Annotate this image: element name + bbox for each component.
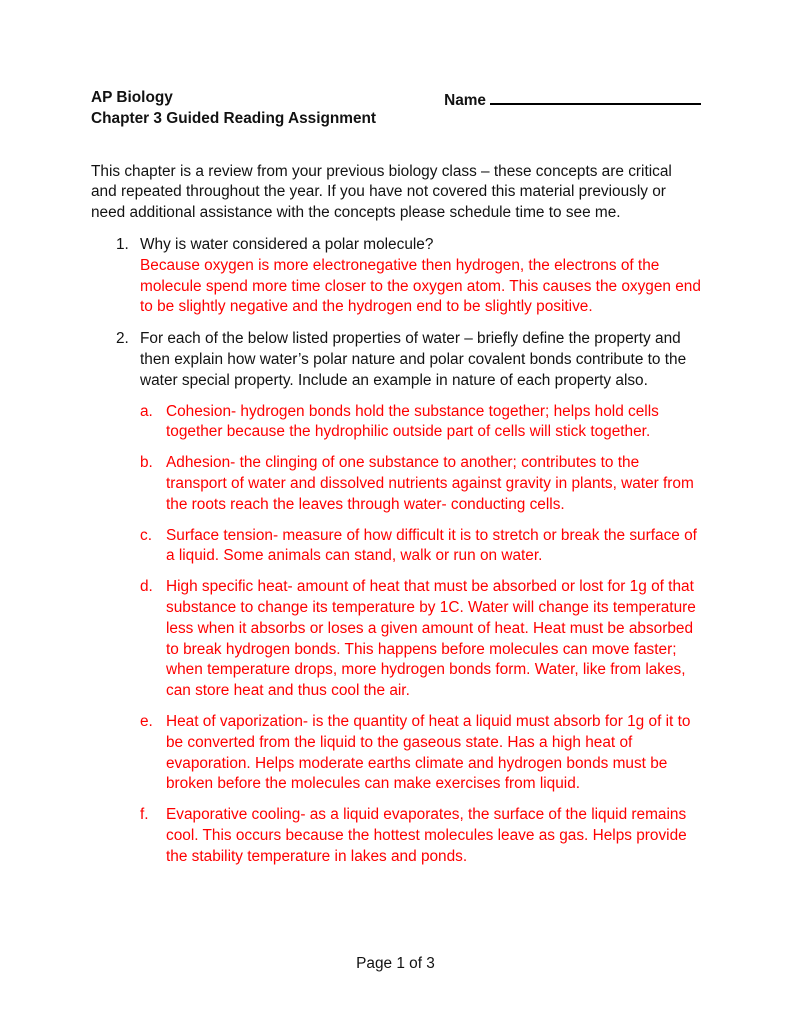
page-footer: Page 1 of 3 <box>356 955 435 972</box>
header-title-block <box>91 88 376 130</box>
subitem-d-text: High specific heat- amount of heat that must be absorbed or lost for 1g of that substance to change its temperature by 1C. Water will change its temperature less when it absorbs or loses a given amount of heat. Heat must be absorbed to break hydrogen bonds. This happens before molecules can move faster; when temperature drops, more hydrogen bonds form. Water, like from lakes, can store heat and thus cool the air. <box>166 578 696 700</box>
question-1 <box>116 235 701 318</box>
subitem-d-letter: d. <box>140 578 153 596</box>
subitem-e-letter: e. <box>140 712 153 730</box>
question-2-body <box>140 329 701 867</box>
subitem-b-letter: b. <box>140 454 153 472</box>
question-2 <box>116 329 701 867</box>
question-1-prompt: Why is water considered a polar molecule? <box>140 235 434 253</box>
subitem-c <box>140 526 701 568</box>
question-1-body <box>140 235 701 318</box>
assignment-title: Chapter 3 Guided Reading Assignment <box>91 109 377 127</box>
subitem-d <box>140 577 701 702</box>
name-blank-line <box>490 88 701 105</box>
subitem-a-letter: a. <box>140 402 153 420</box>
subitem-e <box>140 712 701 795</box>
name-label: Name <box>444 92 486 109</box>
question-1-answer: Because oxygen is more electronegative then hydrogen, the electrons of the molecule spend more time closer to the oxygen atom. This causes the oxygen end to be slightly negative and the hydrogen end to be slightly positive. <box>140 256 701 316</box>
subitem-b-text: Adhesion- the clinging of one substance to another; contributes to the transport of water and dissolved nutrients against gravity in plants, water from the roots reach the leaves through water- conducting cells. <box>166 454 694 513</box>
subitem-e-text: Heat of vaporization- is the quantity of heat a liquid must absorb for 1g of it to be converted from the liquid to the gaseous state. Has a high heat of evaporation. Helps moderate earths climate and hydrogen bonds must be broken before the molecules can make exercises from liquid. <box>166 712 691 793</box>
subitem-f <box>140 805 701 867</box>
subitem-a-text: Cohesion- hydrogen bonds hold the substance together; helps hold cells together because the hydrophilic outside part of cells will stick together. <box>166 402 659 441</box>
subitem-c-letter: c. <box>140 526 152 544</box>
name-field-block <box>444 88 701 112</box>
subitem-b <box>140 453 701 515</box>
subitem-f-text: Evaporative cooling- as a liquid evaporates, the surface of the liquid remains cool. This occurs because the hottest molecules leave as gas. Helps provide the stability temperature in lakes and ponds. <box>166 806 687 865</box>
question-2-number: 2. <box>116 330 129 348</box>
document-header <box>91 88 701 130</box>
subitem-f-letter: f. <box>140 806 149 824</box>
subitem-a <box>140 402 701 444</box>
subitem-c-text: Surface tension- measure of how difficult it is to stretch or break the surface of a liquid. Some animals can stand, walk or run on water. <box>166 526 697 565</box>
intro-paragraph: This chapter is a review from your previous biology class – these concepts are critical and repeated throughout the year. If you have not covered this material previously or need additional assistance with the concepts please schedule time to see me. <box>91 162 672 222</box>
course-title: AP Biology <box>91 89 173 106</box>
question-1-number: 1. <box>116 235 129 253</box>
question-2-prompt: For each of the below listed properties of water – briefly define the property and then explain how water’s polar nature and polar covalent bonds contribute to the water special property. Include an example in nature of each property also. <box>140 330 687 389</box>
